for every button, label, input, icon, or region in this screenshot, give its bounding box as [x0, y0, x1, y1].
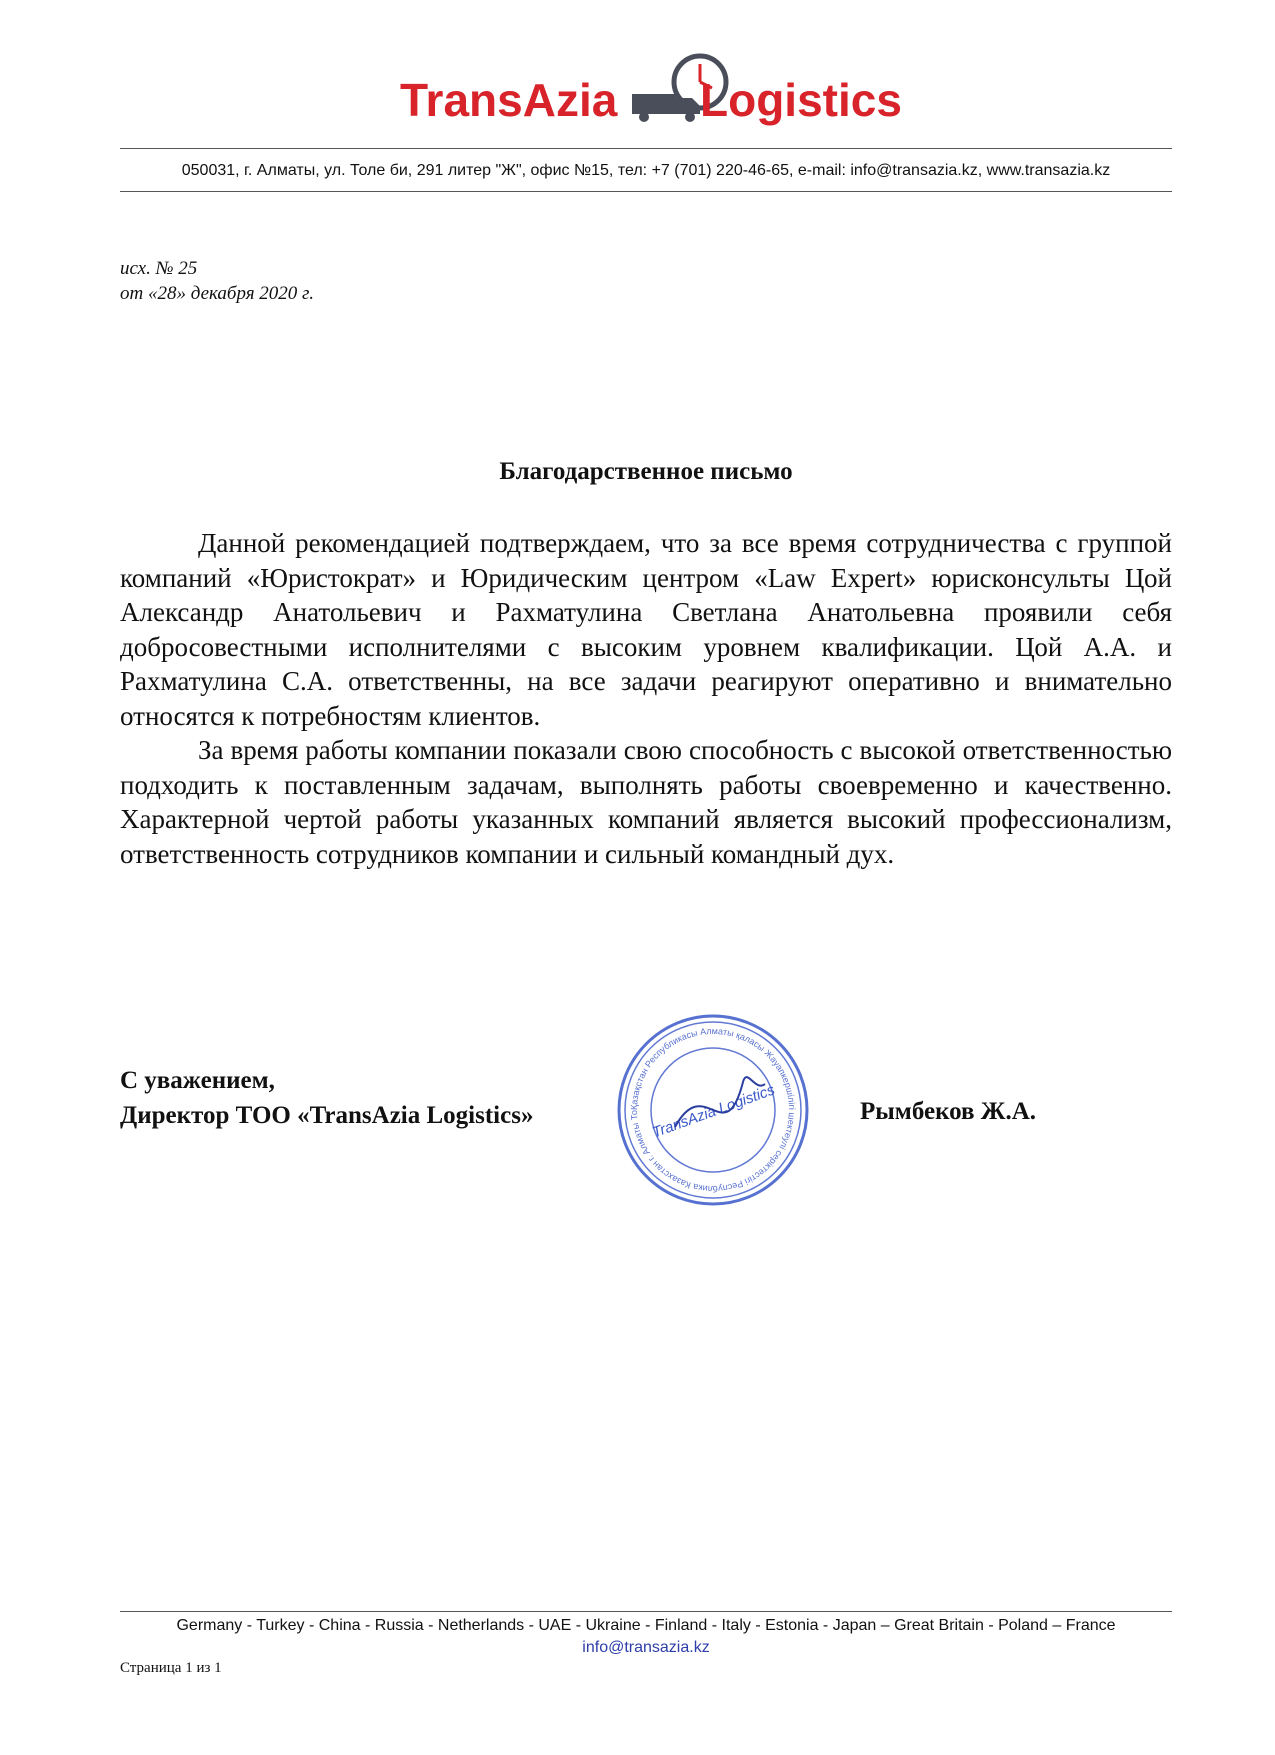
- logo-text-right: Logistics: [700, 74, 902, 126]
- svg-text:Қазақстан Республикасы Алматы: [615, 1012, 797, 1194]
- company-address: 050031, г. Алматы, ул. Толе би, 291 литер "Ж", офис №15, тел: +7 (701) 220-46-65, e-mail: info@transazia.kz, www.transazia.kz: [181, 162, 1111, 179]
- outgoing-reference: [120, 256, 314, 306]
- signer-position: Директор ТОО «TransAzia Logistics»: [120, 1102, 534, 1129]
- closing-greeting: С уважением,: [120, 1067, 275, 1094]
- company-stamp: [615, 1012, 811, 1208]
- letter-body: [120, 526, 1172, 871]
- outgoing-number: исх. № 25: [120, 258, 198, 279]
- outgoing-date: от «28» декабря 2020 г.: [120, 283, 314, 304]
- stamp-center-text: TransAzia Logistics: [650, 1081, 778, 1142]
- header-rule-bottom: [120, 191, 1172, 192]
- letter-paragraph: Данной рекомендацией подтверждаем, что за все время сотрудничества с группой компаний «Юристократ» и Юридическим центром «Law Expert» юрисконсульты Цой Александр Анатольевич и Рахматулина Светлана Анатольевна проявили себя добросовестными исполнителями с высоким уровнем квалификации. Цой А.А. и Рахматулина С.А. ответственны, на все задачи реагируют оперативно и внимательно относятся к потребностям клиентов.: [120, 528, 1172, 731]
- page-number: Страница 1 из 1: [120, 1660, 222, 1676]
- header-rule-top: [120, 148, 1172, 149]
- footer-rule: [120, 1611, 1172, 1612]
- logo-text-left: TransAzia: [400, 74, 618, 126]
- letter-title: Благодарственное письмо: [499, 458, 793, 485]
- letter-paragraph: За время работы компании показали свою способность с высокой ответственностью подходить к поставленным задачам, выполнять работы своевременно и качественно. Характерной чертой работы указанных компаний является высокий профессионализм, ответственность сотрудников компании и сильный командный дух.: [120, 735, 1172, 869]
- company-logo: [400, 44, 920, 140]
- signature-block: [120, 1063, 533, 1133]
- signer-name: Рымбеков Ж.А.: [860, 1098, 1037, 1125]
- countries-list: Germany - Turkey - China - Russia - Netherlands - UAE - Ukraine - Finland - Italy - Estonia - Japan – Great Britain - Poland – France: [176, 1617, 1116, 1634]
- footer-email-link[interactable]: info@transazia.kz: [582, 1639, 710, 1656]
- stamp-ring-text: Қазақстан Республикасы Алматы қаласы Жауапкершілігі шектеулі серіктестігі Республика Казахстан г. Алматы То: [628, 1025, 798, 1195]
